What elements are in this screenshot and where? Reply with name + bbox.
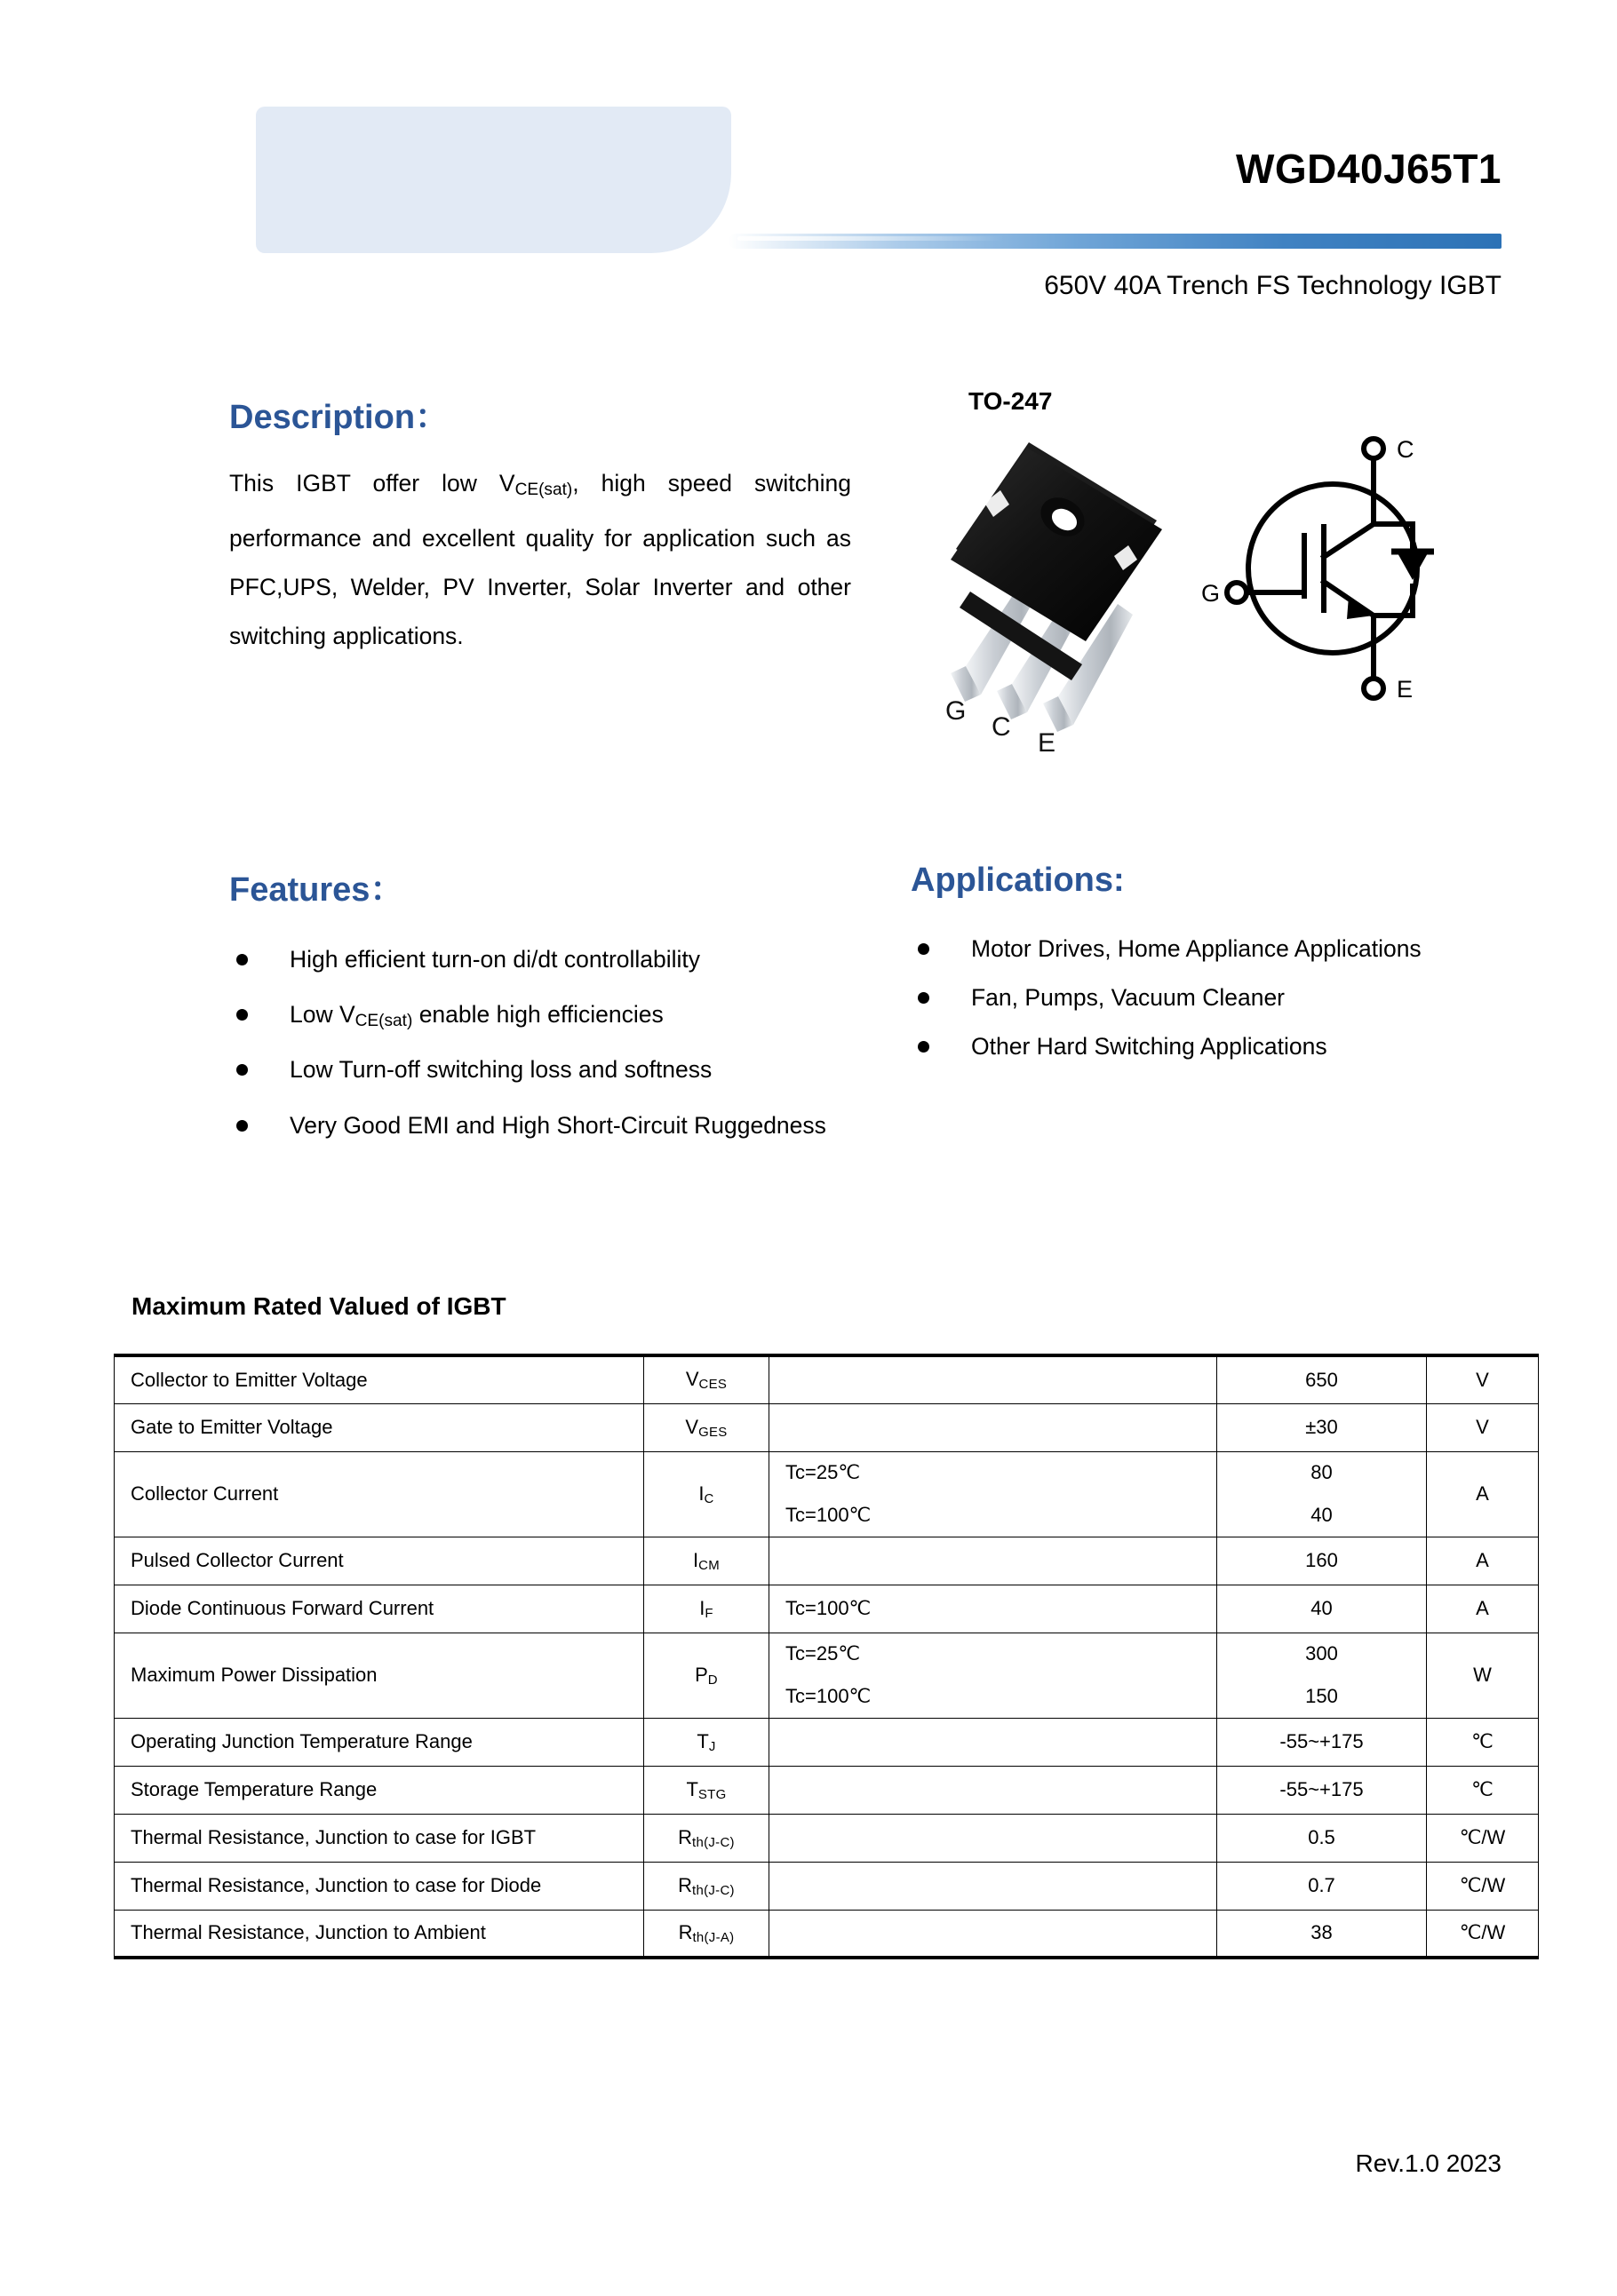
row-value: -55~+175: [1217, 1766, 1427, 1814]
symbol-subscript: J: [708, 1738, 716, 1754]
description-text-subscript: CE(sat): [514, 481, 573, 500]
row-value: ±30: [1217, 1403, 1427, 1451]
description-section: [229, 389, 851, 661]
row-condition: Tc=100℃: [769, 1585, 1217, 1633]
row-symbol: [644, 1403, 769, 1451]
row-symbol: [644, 1862, 769, 1910]
feature-text: Low Turn-off switching loss and softness: [290, 1056, 713, 1084]
symbol-base: T: [697, 1729, 709, 1752]
row-symbol: [644, 1910, 769, 1958]
row-value: 40: [1217, 1494, 1427, 1537]
revision-footer: Rev.1.0 2023: [1355, 2149, 1502, 2177]
row-symbol: [644, 1585, 769, 1633]
page-header: [0, 0, 1617, 338]
row-parameter: Gate to Emitter Voltage: [115, 1403, 644, 1451]
row-condition: [769, 1718, 1217, 1766]
row-condition: [769, 1355, 1217, 1403]
header-accent-bar: [729, 234, 1502, 249]
collector-terminal-node: [1364, 439, 1383, 458]
applications-heading: Applications:: [911, 862, 1125, 899]
row-value: -55~+175: [1217, 1718, 1427, 1766]
row-unit: A: [1427, 1451, 1539, 1537]
features-list-item: [229, 1045, 851, 1100]
row-symbol: [644, 1537, 769, 1585]
package-pin-label-c: C: [992, 712, 1011, 742]
row-condition: Tc=25℃: [769, 1633, 1217, 1675]
emitter-arrow: [1347, 596, 1374, 619]
package-section: [853, 373, 1493, 758]
package-pin-label-g: G: [945, 696, 967, 726]
row-condition: [769, 1403, 1217, 1451]
symbol-subscript: C: [704, 1490, 714, 1506]
table-row: [115, 1585, 1539, 1633]
description-text-part2: , high speed switching performance and excellent quality for application such as PFC,UPS, Welder, PV Inverter, Solar Inverter and other switching applications.: [229, 470, 851, 650]
row-parameter: Maximum Power Dissipation: [115, 1633, 644, 1718]
symbol-subscript: GES: [698, 1424, 728, 1440]
maximum-ratings-table: [114, 1354, 1539, 1959]
row-parameter: Storage Temperature Range: [115, 1766, 644, 1814]
row-unit: V: [1427, 1403, 1539, 1451]
symbol-base: R: [678, 1873, 693, 1896]
symbol-subscript: th(J-A): [692, 1929, 735, 1945]
ratings-table-body: [115, 1355, 1539, 1958]
feature-subscript: CE(sat): [354, 1012, 413, 1031]
symbol-subscript: F: [705, 1605, 713, 1621]
row-parameter: Thermal Resistance, Junction to Ambient: [115, 1910, 644, 1958]
applications-list-item: Fan, Pumps, Vacuum Cleaner: [911, 973, 1515, 1022]
row-parameter: Collector to Emitter Voltage: [115, 1355, 644, 1403]
table-row: [115, 1718, 1539, 1766]
row-unit: W: [1427, 1633, 1539, 1718]
table-row: [115, 1451, 1539, 1494]
symbol-base: R: [678, 1920, 693, 1943]
symbol-base: V: [685, 1415, 699, 1438]
igbt-schematic-symbol: [1199, 422, 1457, 715]
row-value: 38: [1217, 1910, 1427, 1958]
row-condition: [769, 1766, 1217, 1814]
symbol-base: I: [693, 1548, 699, 1571]
row-unit: V: [1427, 1355, 1539, 1403]
row-value: 150: [1217, 1675, 1427, 1718]
symbol-pin-label-g: G: [1201, 580, 1221, 607]
freewheel-diode-triangle: [1397, 552, 1429, 580]
symbol-base: R: [678, 1825, 693, 1848]
row-condition: [769, 1862, 1217, 1910]
row-parameter: Collector Current: [115, 1451, 644, 1537]
features-section: [229, 862, 851, 1156]
symbol-pin-label-e: E: [1397, 676, 1414, 703]
part-number-title: WGD40J65T1: [1235, 146, 1502, 192]
row-symbol: [644, 1355, 769, 1403]
company-logo-placeholder: [256, 107, 731, 253]
row-symbol: [644, 1718, 769, 1766]
row-unit: ℃/W: [1427, 1814, 1539, 1862]
emitter-terminal-node: [1364, 679, 1383, 698]
ratings-table-title: Maximum Rated Valued of IGBT: [131, 1292, 506, 1320]
row-unit: A: [1427, 1585, 1539, 1633]
table-row: [115, 1910, 1539, 1958]
to247-package-photo: [924, 435, 1191, 758]
features-list-item: [229, 935, 851, 990]
symbol-subscript: th(J-C): [692, 1882, 735, 1898]
table-row: [115, 1537, 1539, 1585]
feature-text: Very Good EMI and High Short-Circuit Ruggedness: [290, 1111, 826, 1139]
features-list-item: [229, 990, 851, 1045]
row-parameter: Thermal Resistance, Junction to case for IGBT: [115, 1814, 644, 1862]
symbol-base: I: [698, 1482, 705, 1505]
symbol-subscript: STG: [697, 1786, 727, 1802]
table-row: [115, 1403, 1539, 1451]
description-heading: Description：: [229, 399, 450, 436]
row-unit: ℃: [1427, 1766, 1539, 1814]
row-symbol: [644, 1633, 769, 1718]
symbol-subscript: D: [707, 1672, 718, 1688]
row-condition: [769, 1537, 1217, 1585]
symbol-subscript: CES: [698, 1377, 728, 1393]
gate-terminal-node: [1227, 583, 1247, 602]
product-subtitle: 650V 40A Trench FS Technology IGBT: [1044, 271, 1502, 300]
table-row: [115, 1862, 1539, 1910]
features-heading: Features：: [229, 871, 404, 909]
symbol-subscript: CM: [698, 1557, 720, 1573]
row-condition: Tc=25℃: [769, 1451, 1217, 1494]
row-symbol: [644, 1766, 769, 1814]
symbol-subscript: th(J-C): [692, 1834, 735, 1850]
table-row: [115, 1355, 1539, 1403]
symbol-base: P: [695, 1663, 708, 1686]
symbol-base: V: [685, 1368, 699, 1391]
applications-list-item: Other Hard Switching Applications: [911, 1022, 1515, 1071]
row-condition: Tc=100℃: [769, 1494, 1217, 1537]
row-value: 0.5: [1217, 1814, 1427, 1862]
row-value: 40: [1217, 1585, 1427, 1633]
description-text-part1: This IGBT offer low V: [229, 470, 515, 497]
row-value: 80: [1217, 1451, 1427, 1494]
row-value: 300: [1217, 1633, 1427, 1675]
feature-text: High efficient turn-on di/dt controllability: [290, 946, 701, 973]
row-unit: ℃: [1427, 1718, 1539, 1766]
row-parameter: Diode Continuous Forward Current: [115, 1585, 644, 1633]
row-unit: ℃/W: [1427, 1862, 1539, 1910]
applications-section: [911, 862, 1515, 1071]
description-text: [229, 459, 851, 661]
row-symbol: [644, 1814, 769, 1862]
row-parameter: Thermal Resistance, Junction to case for Diode: [115, 1862, 644, 1910]
symbol-pin-label-c: C: [1397, 436, 1414, 463]
table-row: [115, 1633, 1539, 1675]
row-parameter: Operating Junction Temperature Range: [115, 1718, 644, 1766]
package-type-label: TO-247: [968, 387, 1053, 415]
row-value: 160: [1217, 1537, 1427, 1585]
symbol-base: I: [699, 1596, 705, 1619]
applications-list-item: Motor Drives, Home Appliance Applications: [911, 925, 1515, 973]
feature-text: Low V: [290, 1001, 355, 1029]
row-value: 0.7: [1217, 1862, 1427, 1910]
row-parameter: Pulsed Collector Current: [115, 1537, 644, 1585]
row-condition: [769, 1814, 1217, 1862]
applications-list: [911, 925, 1515, 1071]
row-value: 650: [1217, 1355, 1427, 1403]
features-list-item: [229, 1101, 851, 1156]
row-condition: [769, 1910, 1217, 1958]
symbol-base: T: [686, 1777, 698, 1800]
row-condition: Tc=100℃: [769, 1675, 1217, 1718]
table-row: [115, 1814, 1539, 1862]
table-row: [115, 1766, 1539, 1814]
package-pin-label-e: E: [1038, 728, 1056, 758]
feature-text-post: enable high efficiencies: [412, 1001, 664, 1029]
row-unit: A: [1427, 1537, 1539, 1585]
row-symbol: [644, 1451, 769, 1537]
row-unit: ℃/W: [1427, 1910, 1539, 1958]
features-list: [229, 935, 851, 1156]
